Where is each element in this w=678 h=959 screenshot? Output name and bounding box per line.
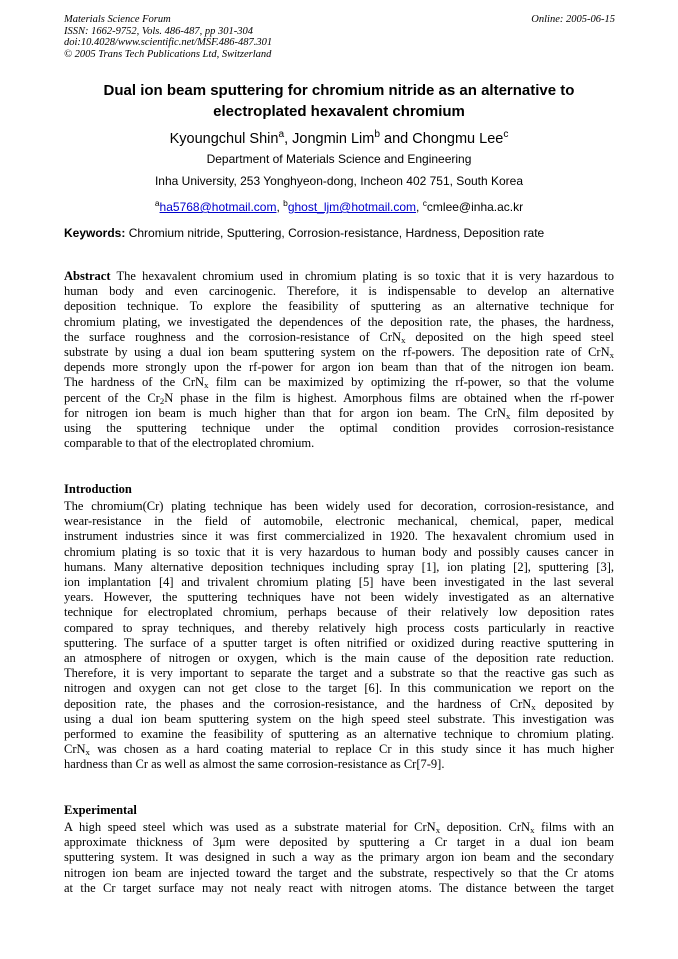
keywords-text: Chromium nitride, Sputtering, Corrosion-resistance, Hardness, Deposition rate (125, 226, 545, 240)
exp-line: at the Cr target surface may not nealy react with nitrogen atoms. The distance between the target (64, 880, 614, 895)
abstract-line: using the sputtering technique under the optimal condition provides corrosion-resistance (64, 421, 614, 436)
intro-line: Therefore, it is very important to separate the target and a substrate so that the reactive gas such as (64, 666, 614, 681)
intro-line: sputtering. The surface of a sputter target is often nitrified or oxidized during reactive sputtering in (64, 635, 614, 650)
author-list (64, 126, 614, 148)
abstract-line (64, 391, 614, 406)
doi-line: doi:10.4028/www.scientific.net/MSF.486-487.301 (64, 37, 273, 48)
subscript: x (204, 380, 209, 391)
author-affil-mark: a (278, 129, 285, 140)
email-mark: a (154, 198, 160, 208)
journal-header (64, 14, 272, 60)
title-line-1: Dual ion beam sputtering for chromium nitride as an alternative to (103, 82, 575, 99)
exp-line: sputtering system. It was designed in such a way as the primary argon ion beam and the secondary (64, 850, 614, 865)
author-name: Kyoungchul Shin (169, 130, 279, 147)
author-separator: , (284, 130, 293, 147)
abstract-line (64, 330, 614, 345)
abstract-text: substrate by using a dual ion beam sputtering system on the rf-powers. The deposition rate of CrN (64, 345, 610, 360)
intro-line: hardness than Cr as well as almost the same corrosion-resistance as Cr[7-9]. (64, 757, 445, 772)
intro-line: wear-resistance in the field of automobile, electronic mechanical, chemical, paper, medical (64, 514, 614, 529)
intro-line: compared to spray techniques, and thereby relatively high process costs particularly in reactive (64, 620, 614, 635)
intro-line: instrument industries since it was first commercialized in 1920. The hexavalent chromium used in (64, 529, 614, 544)
introduction-heading: Introduction (64, 482, 132, 496)
intro-text: deposited by (535, 696, 614, 711)
subscript: x (401, 334, 406, 345)
abstract-line: deposition technique. To explore the feasibility of sputtering as an alternative technique for (64, 299, 614, 314)
intro-text: CrN (64, 742, 86, 757)
abstract-line (64, 269, 614, 284)
intro-line: years. However, the sputtering techniques have not been widely investigated as an alternative (64, 590, 614, 605)
paper-title (64, 80, 614, 122)
author-separator: and (379, 130, 413, 147)
intro-line: technique for electroplated chromium, perhaps because of their relatively low deposition rates (64, 605, 614, 620)
author-name: Jongmin Lim (292, 130, 375, 147)
intro-line: using a dual ion beam sputtering system on the high speed steel substrate. This investigation was (64, 711, 614, 726)
experimental-heading: Experimental (64, 803, 137, 817)
abstract-text: The hexavalent chromium used in chromium plating is so toxic that it is very hazardous to (110, 269, 614, 283)
introduction-body (64, 499, 614, 773)
intro-line: performed to examine the feasibility of sputtering as an alternative technique to chromium plating. (64, 727, 614, 742)
email-text-c: cmlee@inha.ac.kr (426, 200, 524, 214)
abstract-text: deposited on the high speed steel (405, 329, 614, 344)
subscript: x (435, 825, 441, 835)
intro-line: The chromium(Cr) plating technique has been widely used for decoration, corrosion-resistance, and (64, 499, 614, 513)
author-name: Chongmu Lee (412, 130, 504, 147)
keywords-label: Keywords: (64, 226, 126, 240)
intro-text: was chosen as a hard coating material to replace Cr in this study since it has much higher (89, 742, 614, 757)
intro-line: nitrogen and oxygen can not get close to the target [6]. In this communication we report on the (64, 681, 614, 696)
exp-text: deposition. CrN (440, 820, 531, 834)
email-mark: b (283, 198, 288, 208)
intro-line: chromium plating is so toxic that it is very hazardous to human body and possibly causes cancer in (64, 544, 614, 559)
intro-line (64, 742, 614, 757)
intro-line: an atmosphere of nitrogen or oxygen, which is the main cause of the deposition rate reduction. (64, 651, 614, 666)
abstract-line (64, 345, 614, 360)
title-line-2: electroplated hexavalent chromium (213, 103, 465, 120)
subscript: x (609, 350, 614, 361)
abstract-text: percent of the Cr (64, 390, 160, 405)
intro-line: ion implantation [4] and trivalent chromium plating [5] have been investigated in the last several (64, 575, 614, 590)
exp-line: approximate thickness of 3μm were deposited by sputtering a Cr target in a dual ion beam (64, 835, 614, 850)
intro-line (64, 697, 614, 712)
author-affil-mark: b (374, 129, 380, 140)
abstract-line: comparable to that of the electroplated chromium. (64, 436, 315, 451)
abstract-text: N phase in the film is highest. Amorphous films are obtained when the rf-power (164, 390, 614, 405)
abstract-line (64, 375, 614, 390)
email-list (64, 196, 614, 214)
intro-text: deposition rate, the phases and the corrosion-resistance, and the hardness of CrN (64, 696, 532, 711)
online-date: Online: 2005-06-15 (531, 14, 615, 25)
abstract-label: Abstract (64, 269, 111, 283)
subscript: 2 (159, 395, 165, 406)
exp-line (64, 820, 614, 835)
email-separator: , (276, 200, 284, 214)
issn-line: ISSN: 1662-9752, Vols. 486-487, pp 301-304 (64, 25, 253, 37)
address: Inha University, 253 Yonghyeon-dong, Incheon 402 751, South Korea (154, 174, 524, 188)
abstract-line: human body and even carcinogenic. Therefore, it is indispensable to develop an alternative (64, 284, 614, 299)
subscript: x (530, 825, 535, 835)
abstract-text: the surface roughness and the corrosion-resistance of CrN (64, 329, 402, 344)
subscript: x (531, 701, 536, 712)
exp-text: films with an (534, 820, 615, 834)
email-link-a[interactable]: ha5768@hotmail.com (159, 200, 277, 214)
abstract (64, 269, 614, 451)
abstract-line: depends more strongly upon the rf-power for argon ion beam than that of the nitrogen ion beam. (64, 360, 614, 375)
abstract-text: for nitrogen ion beam is much higher than that for argon ion beam. The CrN (64, 405, 506, 420)
abstract-line (64, 406, 614, 421)
email-mark: c (422, 198, 427, 208)
keywords (64, 226, 624, 240)
exp-line: nitrogen ion beam are injected toward the target and the substrate, respectively so that the Cr atoms (64, 865, 614, 880)
copyright-line: © 2005 Trans Tech Publications Ltd, Switzerland (64, 48, 272, 60)
abstract-text: film deposited by (510, 405, 614, 420)
intro-line: humans. Many alternative deposition techniques including spray [1], ion plating [2], sputtering [3], (64, 559, 614, 574)
exp-text: A high speed steel which was used as a substrate material for CrN (64, 820, 436, 834)
email-link-b[interactable]: ghost_ljm@hotmail.com (287, 200, 417, 214)
department: Department of Materials Science and Engineering (206, 152, 472, 166)
experimental-body (64, 820, 614, 896)
abstract-text: The hardness of the CrN (64, 375, 205, 390)
abstract-text: film can be maximized by optimizing the rf-power, so that the volume (208, 375, 614, 390)
author-affil-mark: c (503, 129, 509, 140)
email-separator: , (416, 200, 423, 214)
subscript: x (505, 410, 511, 421)
subscript: x (85, 747, 90, 758)
journal-name: Materials Science Forum (64, 14, 171, 25)
abstract-line: chromium plating, we investigated the dependences of the deposition rate, the phases, the hardness, (64, 314, 614, 329)
